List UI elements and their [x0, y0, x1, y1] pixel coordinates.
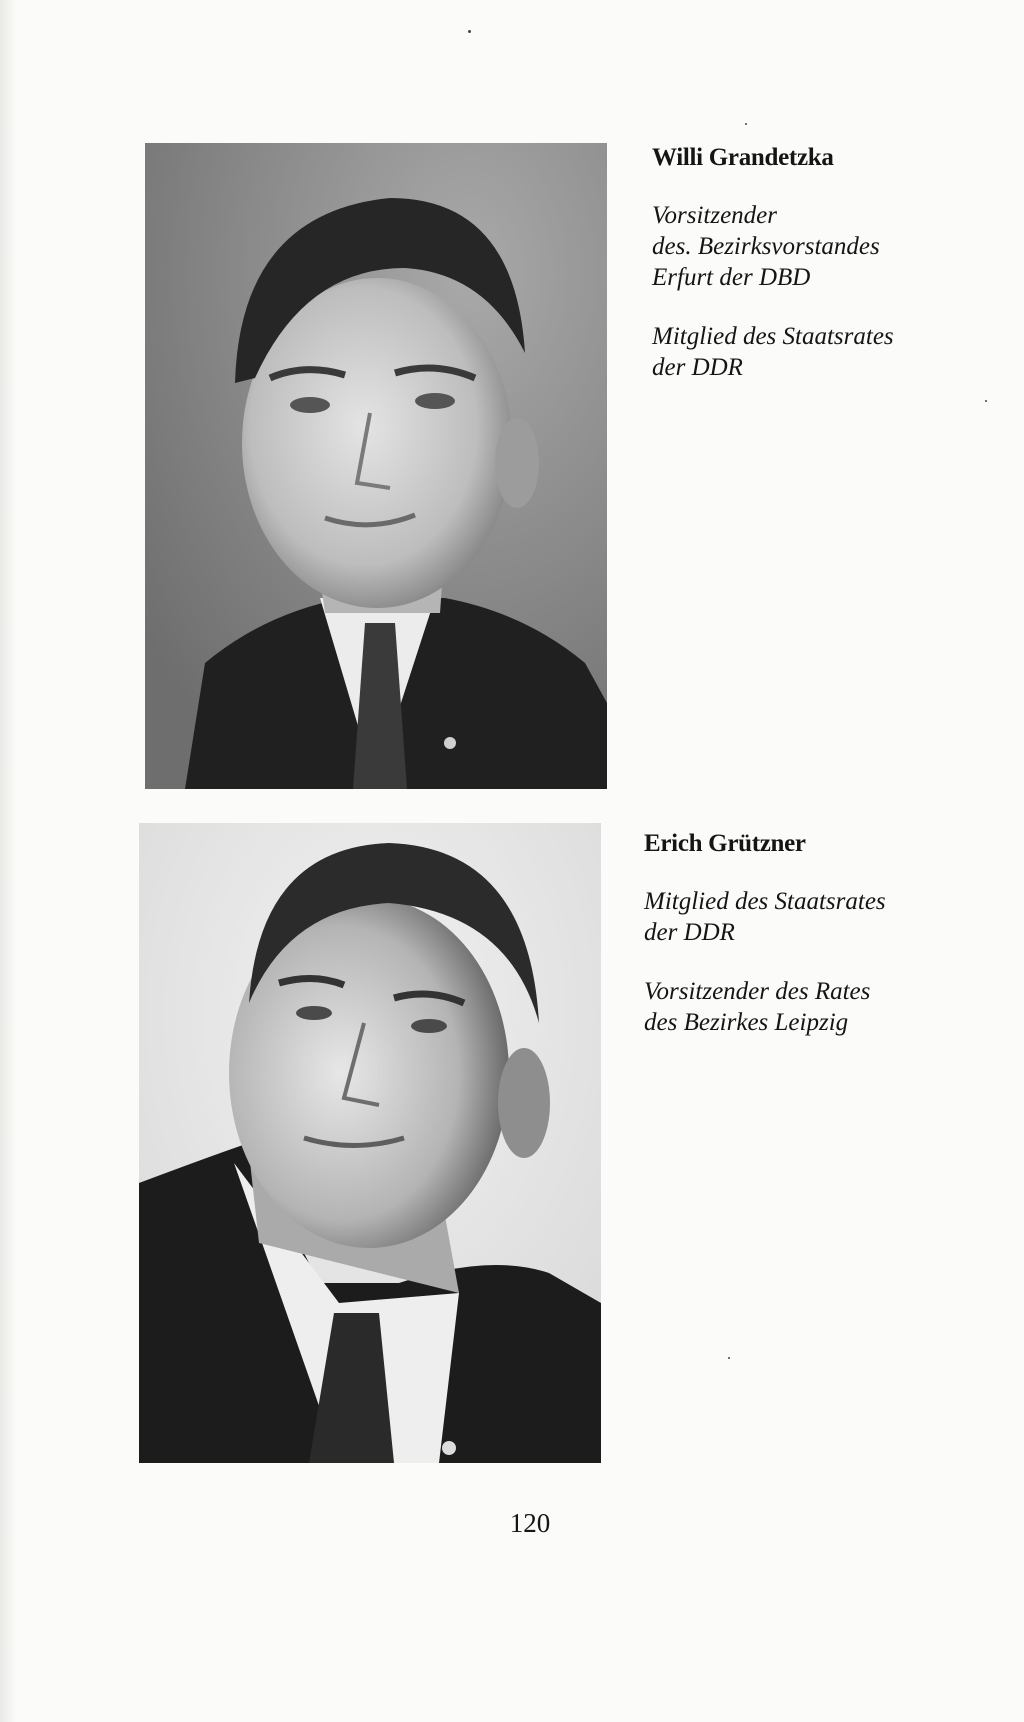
print-speck [728, 1357, 730, 1359]
caption-gruetzner [644, 830, 984, 1066]
person-role: Vorsitzender des Rates des Bezirkes Leipzig [644, 978, 871, 1036]
print-speck [468, 30, 471, 33]
portrait-photo-icon [145, 143, 607, 789]
caption-grandetzka [652, 144, 992, 411]
portrait-photo-icon [139, 823, 601, 1463]
portrait-photo-grandetzka [145, 143, 607, 789]
page-edge-shadow [0, 0, 16, 1722]
person-role: Vorsitzender des. Bezirksvorstandes Erfurt der DBD [652, 202, 880, 291]
portrait-photo-gruetzner [139, 823, 601, 1463]
person-role: Mitglied des Staatsrates der DDR [652, 323, 894, 381]
person-role: Mitglied des Staatsrates der DDR [644, 888, 886, 946]
person-name: Erich Grützner [644, 830, 806, 857]
print-speck [745, 123, 747, 125]
person-name: Willi Grandetzka [652, 144, 834, 171]
page-number: 120 [509, 1508, 551, 1538]
